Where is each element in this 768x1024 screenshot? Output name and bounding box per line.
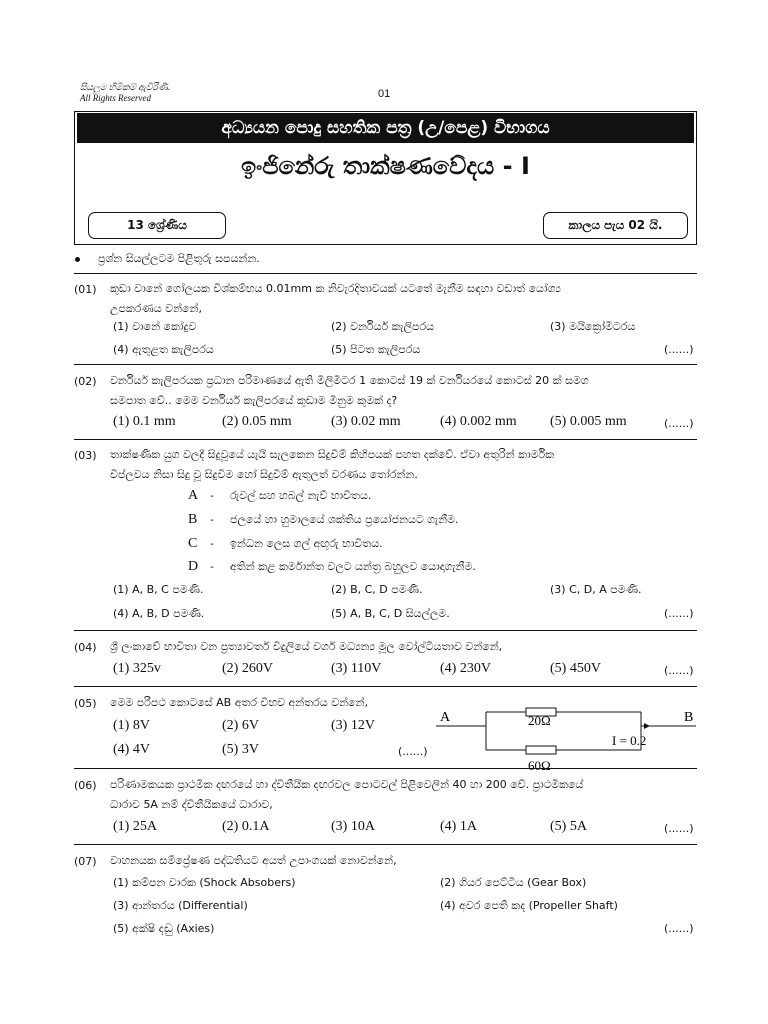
option: (4) 1A xyxy=(440,819,477,834)
question-line: සමපාත වේ.. මෙම වර්නියර් කැලිපරයේ කුඩාම මිනුම කුමක් ද? xyxy=(110,394,398,407)
option: (5) 450V xyxy=(550,661,601,676)
current-label: I = 0.2 xyxy=(612,733,647,748)
question-line: ධාරාව 5A නම් ද්විතීයිකයේ ධාරාව, xyxy=(110,798,273,811)
option: (1) 325v xyxy=(113,661,161,676)
option: (4) 230V xyxy=(440,661,491,676)
option: (5) 3V xyxy=(222,742,259,757)
question-text xyxy=(110,775,697,815)
page-number: 01 xyxy=(378,88,391,100)
rights-notice xyxy=(80,82,170,104)
question-number: (02) xyxy=(74,375,97,388)
question-number: (01) xyxy=(74,283,97,296)
answer-blank: (......) xyxy=(664,822,694,835)
option: (4) ඇතුළත කැලිපරය xyxy=(113,343,214,356)
option: (5) පිටත කැලිපරය xyxy=(331,343,421,356)
option: (1) A, B, C පමණි. xyxy=(113,583,204,596)
question-line: වර්නියර් කැලිපරයක ප්‍රධාන පරිමාණයේ ඇති මිලිමීටර 1 කොටස් 19 ක් වර්නියරයේ කොටස් 20 ක් සමග xyxy=(110,374,589,387)
divider xyxy=(74,768,697,769)
question-line: ශ්‍රී ලංකාවේ භාවිතා වන ප්‍රත්‍යාවර්ත විදුලියේ වර්ග මධ්‍යන්‍ය මූල වෝල්ටීයතාව වන්නේ, xyxy=(110,640,503,653)
question-line: උපකරණය වන්නේ, xyxy=(110,302,202,315)
option: (2) 260V xyxy=(222,661,273,676)
statement-text: ඉන්ධන ලෙස ගල් අඟුරු භාවිතය. xyxy=(230,537,383,550)
option: (5) 0.005 mm xyxy=(550,414,627,429)
answer-blank: (......) xyxy=(664,417,694,430)
question-line: කුඩා වානේ ගෝලයක විශ්කම්භය 0.01mm ක නිවැරදිතාවයක් යටතේ මැනීම සඳහා වඩාත් යෝග්‍ය xyxy=(110,282,561,295)
option: (4) 0.002 mm xyxy=(440,414,517,429)
option: (2) ගියර පෙට්ටිය (Gear Box) xyxy=(440,876,587,889)
rights-si: සියලුම හිමිකම් ඇවිරිණි. xyxy=(80,82,171,92)
question-number: (07) xyxy=(74,855,97,868)
divider xyxy=(74,364,697,365)
r1-label: 20Ω xyxy=(528,713,551,728)
option: (3) C, D, A පමණි. xyxy=(550,583,642,596)
resistor-60 xyxy=(526,746,556,754)
option: (2) 0.1A xyxy=(222,819,270,834)
option: (1) 0.1 mm xyxy=(113,414,176,429)
option: (3) 10A xyxy=(331,819,375,834)
question-number: (03) xyxy=(74,449,97,462)
bullet-icon xyxy=(75,257,80,262)
divider xyxy=(74,844,697,845)
question-line: තාක්ෂණික යුග වලදී සිදුවූයේ යැයි සැලකෙන සිදුවීම් කිහිපයක් පහත දක්වේ. ඒවා අතුරින් කාර්මික xyxy=(110,448,555,461)
option: (5) අක්ෂි දඬු (Axies) xyxy=(113,922,215,935)
question-line: වාහනයක සම්ප්‍රේෂණ පද්ධතියට අයත් උපාංගයක් නොවන්නේ, xyxy=(110,854,397,867)
statement-key: C xyxy=(188,536,198,551)
option: (3) මයික්‍රෝමීටරය xyxy=(550,320,636,333)
answer-blank: (......) xyxy=(664,607,694,620)
answer-blank: (......) xyxy=(398,745,428,758)
option: (2) 0.05 mm xyxy=(222,414,292,429)
question-line: පරිණාමකයක ප්‍රාථමික දඟරයේ හා ද්විතීයික දඟරවල පොටවල් පිළිවෙලින් 40 හා 200 වේ. ප්‍රාථමිකයේ xyxy=(110,778,584,791)
node-a-label: A xyxy=(440,710,451,725)
question-number: (04) xyxy=(74,641,97,654)
question-text xyxy=(110,445,697,485)
divider xyxy=(74,439,697,440)
option: (4) අවර පෙති කද (Propeller Shaft) xyxy=(440,899,618,912)
divider xyxy=(74,686,697,687)
node-b-label: B xyxy=(684,710,694,725)
statement-text: අතින් කළ කර්මාන්ත වලට යන්ත්‍ර බහුලව යොදාගැනීම. xyxy=(230,560,476,573)
question-number: (06) xyxy=(74,779,97,792)
rights-en: All Rights Reserved xyxy=(80,93,151,103)
statement-text: ජලයේ හා හුමාලයේ ශක්තිය ප්‍රයෝජනයට ගැනීම. xyxy=(230,513,459,526)
statement: D - අතින් කළ කර්මාන්ත වලට යන්ත්‍ර බහුලව යොදාගැනීම. xyxy=(188,559,476,574)
question-text xyxy=(110,637,697,657)
question-line: විප්ලවය නිසා සිදු වූ සිදුවීම හෝ සිදුවීම් ඇතුලත් වරණය තෝරන්න. xyxy=(110,468,418,481)
instruction xyxy=(75,252,260,266)
current-arrow-icon xyxy=(644,723,650,729)
question-text xyxy=(110,279,697,319)
duration-box: කාලය පැය 02 යි. xyxy=(543,212,688,239)
option: (1) කම්පන වාරක (Shock Absobers) xyxy=(113,876,296,889)
option: (2) වර්නියර් කැලිපරය xyxy=(331,320,435,333)
statement-key: B xyxy=(188,512,198,527)
option: (3) 110V xyxy=(331,661,382,676)
statement: A - රුවල් සහ හබල් නැව් භාවිතය. xyxy=(188,488,372,503)
option: (2) 6V xyxy=(222,718,259,733)
answer-blank: (......) xyxy=(664,343,694,356)
option: (1) 8V xyxy=(113,718,150,733)
circuit-diagram xyxy=(436,706,698,774)
statement-key: A xyxy=(188,488,199,503)
option: (1) 25A xyxy=(113,819,157,834)
instruction-text: ප්‍රශ්න සියල්ලටම පිළිතුරු සපයන්න. xyxy=(98,252,260,265)
divider xyxy=(74,273,697,274)
question-line: මෙම පරිපථ කොටසේ AB අතර විභව අන්තරය වන්නේ, xyxy=(110,696,368,709)
r2-label: 60Ω xyxy=(528,758,551,773)
question-text xyxy=(110,371,697,411)
option: (4) 4V xyxy=(113,742,150,757)
grade-box: 13 ශ්‍රේණිය xyxy=(88,212,226,239)
divider xyxy=(74,630,697,631)
subject-title: ඉංජිනේරු තාක්ෂණවේදය - I xyxy=(241,152,530,180)
option: (3) 0.02 mm xyxy=(331,414,401,429)
option: (4) A, B, D පමණි. xyxy=(113,607,205,620)
question-number: (05) xyxy=(74,697,97,710)
option: (1) වානේ කෝදුව xyxy=(113,320,197,333)
question-text xyxy=(110,851,697,871)
option: (5) A, B, C, D සියල්ලම. xyxy=(331,607,450,620)
statement: C - ඉන්ධන ලෙස ගල් අඟුරු භාවිතය. xyxy=(188,536,383,551)
option: (3) 12V xyxy=(331,718,375,733)
statement-key: D xyxy=(188,559,199,574)
exam-title: අධ්‍යයන පොදු සහතික පත්‍ර (උ/පෙළ) විභාගය xyxy=(77,113,694,143)
option: (3) ආන්තරය (Differential) xyxy=(113,899,248,912)
question-text xyxy=(110,693,430,713)
answer-blank: (......) xyxy=(664,922,694,935)
option: (2) B, C, D පමණි. xyxy=(331,583,423,596)
statement: B - ජලයේ හා හුමාලයේ ශක්තිය ප්‍රයෝජනයට ගැනීම. xyxy=(188,512,459,527)
statement-text: රුවල් සහ හබල් නැව් භාවිතය. xyxy=(230,489,372,502)
option: (5) 5A xyxy=(550,819,587,834)
answer-blank: (......) xyxy=(664,664,694,677)
